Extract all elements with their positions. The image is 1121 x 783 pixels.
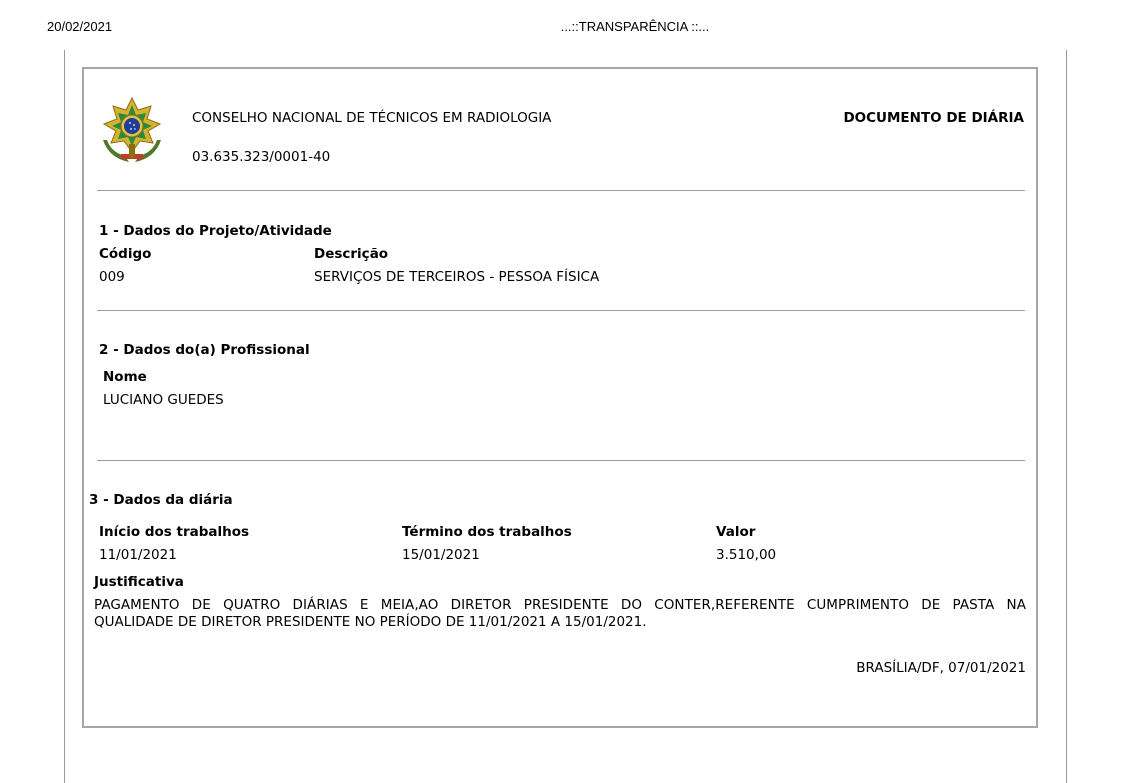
divider <box>97 310 1025 311</box>
section-title-diaria: 3 - Dados da diária <box>89 492 233 508</box>
justification-label: Justificativa <box>94 574 184 590</box>
section-title-professional: 2 - Dados do(a) Profissional <box>99 342 310 358</box>
justification-text-line1: PAGAMENTO DE QUATRO DIÁRIAS E MEIA,AO DIRETOR PRESIDENTE DO CONTER,REFERENTE CUMPRIMENTO DE PASTA NA <box>94 597 1026 613</box>
amount-value: 3.510,00 <box>716 547 777 563</box>
print-header <box>0 19 1121 39</box>
print-title: ...::TRANSPARÊNCIA ::... <box>560 19 710 34</box>
place-and-date: BRASÍLIA/DF, 07/01/2021 <box>856 660 1026 676</box>
divider <box>97 460 1025 461</box>
description-label: Descrição <box>314 246 389 262</box>
page-right-border <box>1066 50 1067 783</box>
code-label: Código <box>99 246 152 262</box>
organization-cnpj: 03.635.323/0001-40 <box>192 149 331 165</box>
start-date-label: Início dos trabalhos <box>99 524 250 540</box>
print-date: 20/02/2021 <box>47 19 113 34</box>
name-label: Nome <box>103 369 147 385</box>
page-left-border <box>64 50 65 783</box>
divider <box>97 190 1025 191</box>
amount-label: Valor <box>716 524 756 540</box>
section-title-project: 1 - Dados do Projeto/Atividade <box>99 223 332 239</box>
diaria-document <box>82 67 1038 728</box>
document-type-title: DOCUMENTO DE DIÁRIA <box>843 110 1024 126</box>
brazil-coat-of-arms-icon <box>99 96 165 166</box>
end-date-label: Término dos trabalhos <box>402 524 572 540</box>
organization-name: CONSELHO NACIONAL DE TÉCNICOS EM RADIOLOGIA <box>192 110 552 126</box>
end-date-value: 15/01/2021 <box>402 547 480 563</box>
justification-text-line2: QUALIDADE DE DIRETOR PRESIDENTE NO PERÍODO DE 11/01/2021 A 15/01/2021. <box>94 614 647 630</box>
code-value: 009 <box>99 269 125 285</box>
description-value: SERVIÇOS DE TERCEIROS - PESSOA FÍSICA <box>314 269 600 285</box>
start-date-value: 11/01/2021 <box>99 547 177 563</box>
name-value: LUCIANO GUEDES <box>103 392 224 408</box>
